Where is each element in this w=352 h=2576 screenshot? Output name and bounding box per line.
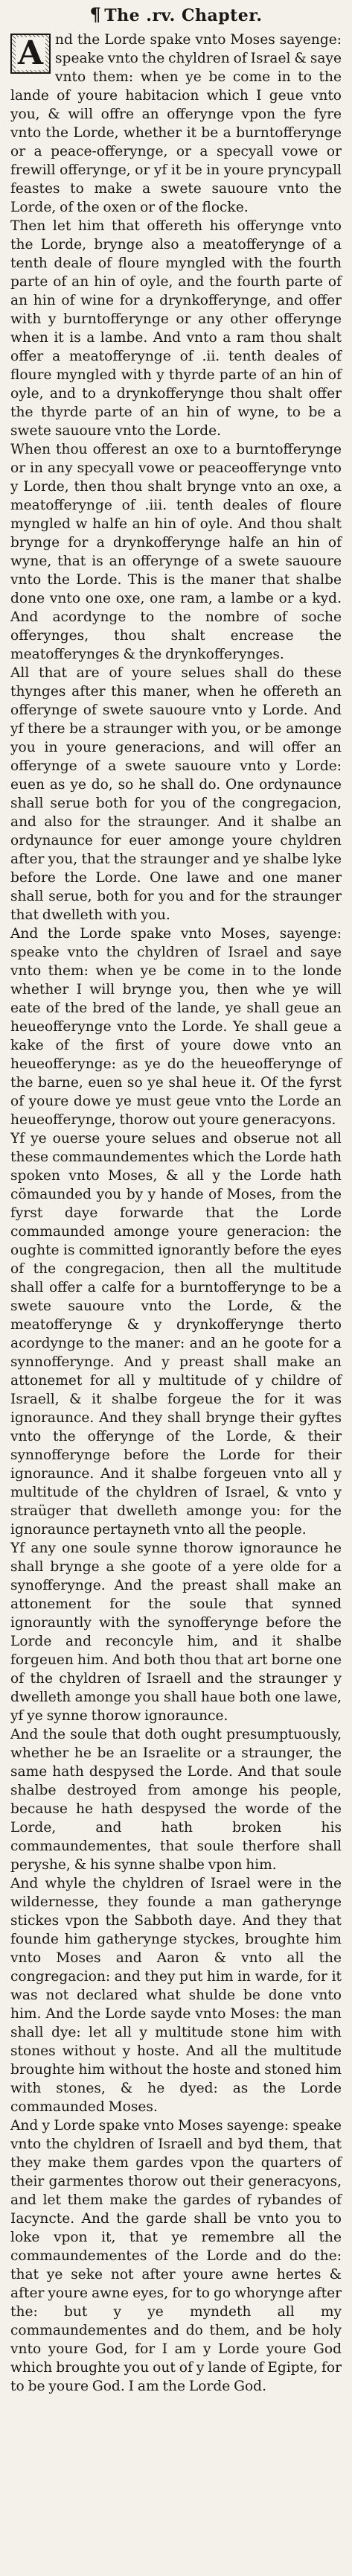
paragraph-7: Yf any one soule synne thorow ignoraunce he shall brynge a she goote of a yere olde for a synofferynge. And the preast shall make an attonement for the soule that synned ignorauntly with the synofferynge before the Lorde and reconcyle him, and it shalbe forgeuen him. And both thou that art borne one of the chyldren of Israell and the straunger y dwelleth amonge you shall haue both one lawe, yf ye synne thorow ignoraunce.	[10, 1541, 342, 1724]
paragraph-6: Yf ye ouerse youre selues and obserue not all these commaundementes which the Lorde hath spoken vnto Moses, & all y the Lorde hath cömaunded you by y hande of Moses, from the fyrst daye forwarde that the Lorde commaunded amonge youre generacion: the oughte is committed ignorantly before the eyes of the congregacion, then all the multitude shall offer a calfe for a burntofferynge to be a swete sauoure vnto the Lorde, & the meatofferynge & y drynkofferynge therto acordynge to the maner: and an he goote for a synnofferynge. And y preast shall make an attonemet for all y multitude of y childre of Israell, & it shalbe forgeue the for it was ignoraunce. And they shall brynge their gyftes vnto the offerynge of the Lorde, & their synnofferynge before the Lorde for their ignoraunce. And it shalbe forgeuen vnto all y multitude of the chyldren of Israel, & vnto y straüger that dwelleth amonge you: for the ignoraunce pertayneth vnto all the people.	[10, 1131, 342, 1538]
paragraph-text: nd the Lorde spake vnto Moses sayenge: speake vnto the chyldren of Israel & saye vnto them: when ye be come in to the lande of youre habitacion which I geue vnto you, & will offre an offerynge vpon the fyre vnto the Lorde, whether it be a burntofferynge or a peace-offerynge, or a specyall vowe or frewill offerynge, or yf it be in youre pryncypall feastes to make a swete sauoure vnto the Lorde, of the oxen or of the flocke.	[10, 32, 342, 215]
paragraph-10: And y Lorde spake vnto Moses sayenge: speake vnto the chyldren of Israell and byd them, that they make them gardes vpon the quarters of their garmentes thorow out their generacyons, and let them make the gardes of rybandes of Iacyncte. And the garde shall be vnto you to loke vpon it, that ye remembre all the commaundementes of the Lorde and do the: that ye seke not after youre awne hertes & after youre awne eyes, for to go whorynge after the: but y ye myndeth all my commaundementes and do them, and be holy vnto youre God, for I am y Lorde youre God which broughte you out of y lande of Egipte, for to be youre God. I am the Lorde God.	[10, 2118, 342, 2394]
chapter-heading-text: The .rv. Chapter.	[104, 6, 263, 25]
paragraph-5: And the Lorde spake vnto Moses, sayenge: speake vnto the chyldren of Israel and saye vnto them: when ye be come in to the londe whether I will brynge you, then whe ye will eate of the bred of the lande, ye shall geue an heueofferynge vnto the Lorde. Ye shall geue a kake of the first of youre dowe vnto an heueofferynge: as ye do the heueofferynge of the barne, euen so ye shal heue it. Of the fyrst of youre dowe ye must geue vnto the Lorde an heueofferynge, thorow out youre generacyons.	[10, 926, 342, 1128]
paragraph-9: And whyle the chyldren of Israel were in the wildernesse, they founde a man gatherynge stickes vpon the Sabboth daye. And they that founde him gatherynge styckes, broughte him vnto Moses and Aaron & vnto all the congregacion: and they put him in warde, for it was not declared what shulde be done vnto him. And the Lorde sayde vnto Moses: the man shall dye: let all y multitude stone him with stones without y hoste. And all the multitude broughte him without the hoste and stoned him with stones, & he dyed: as the Lorde commaunded Moses.	[10, 1876, 342, 2115]
dropcap-letter: A	[16, 37, 45, 70]
paragraph-1	[10, 31, 342, 217]
chapter-heading	[10, 4, 342, 26]
paragraph-2: Then let him that offereth his offerynge vnto the Lorde, brynge also a meatofferynge of a tenth deale of floure myngled with the fourth parte of an hin of oyle, and the fourth parte of an hin of wine for a drynkofferynge, and offer with y burntofferynge or any other offerynge when it is a lambe. And vnto a ram thou shalt offer a meatofferynge of .ii. tenth deales of floure myngled with y thyrde parte of an hin of oyle, and to a drynkofferynge thou shalt offer the thyrde parte of an hin of wyne, to be a swete sauoure vnto the Lorde.	[10, 218, 342, 439]
paragraph-3: When thou offerest an oxe to a burntofferynge or in any specyall vowe or peaceofferynge vnto y Lorde, then thou shalt brynge vnto an oxe, a meatofferynge of .iii. tenth deales of floure myngled w halfe an hin of oyle. And thou shalt brynge for a drynkofferynge halfe an hin of wyne, that is an offerynge of a swete sauoure vnto the Lorde. This is the maner that shalbe done vnto one oxe, one ram, a lambe or a kyd. And acordynge to the nombre of soche offerynges, thou shalt encrease the meatofferynges & the drynkofferynges.	[10, 442, 342, 662]
chapter-text	[10, 31, 342, 2396]
paragraph-8: And the soule that doth ought presumptuously, whether he be an Israelite or a straunger, the same hath despysed the Lorde. And that soule shalbe destroyed from amonge his people, because he hath despysed the worde of the Lorde, and hath broken his commaundementes, that soule therfore shall peryshe, & his synne shalbe vpon him.	[10, 1727, 342, 1873]
paragraph-4: All that are of youre selues shall do these thynges after this maner, when he offereth an offerynge of swete sauoure vnto y Lorde. And yf there be a straunger with you, or be amonge you in youre generacions, and will offer an offerynge of a swete sauoure vnto y Lorde: euen as ye do, so he shall do. One ordynaunce shall serue both for you of the congregacion, and also for the straunger. And it shalbe an ordynaunce for euer amonge youre chyldren after you, that the straunger and ye shalbe lyke before the Lorde. One lawe and one maner shall serue, both for you and for the straunger that dwelleth with you.	[10, 665, 342, 923]
pilcrow-icon: ¶	[89, 4, 102, 25]
decorated-initial-icon	[10, 34, 51, 74]
